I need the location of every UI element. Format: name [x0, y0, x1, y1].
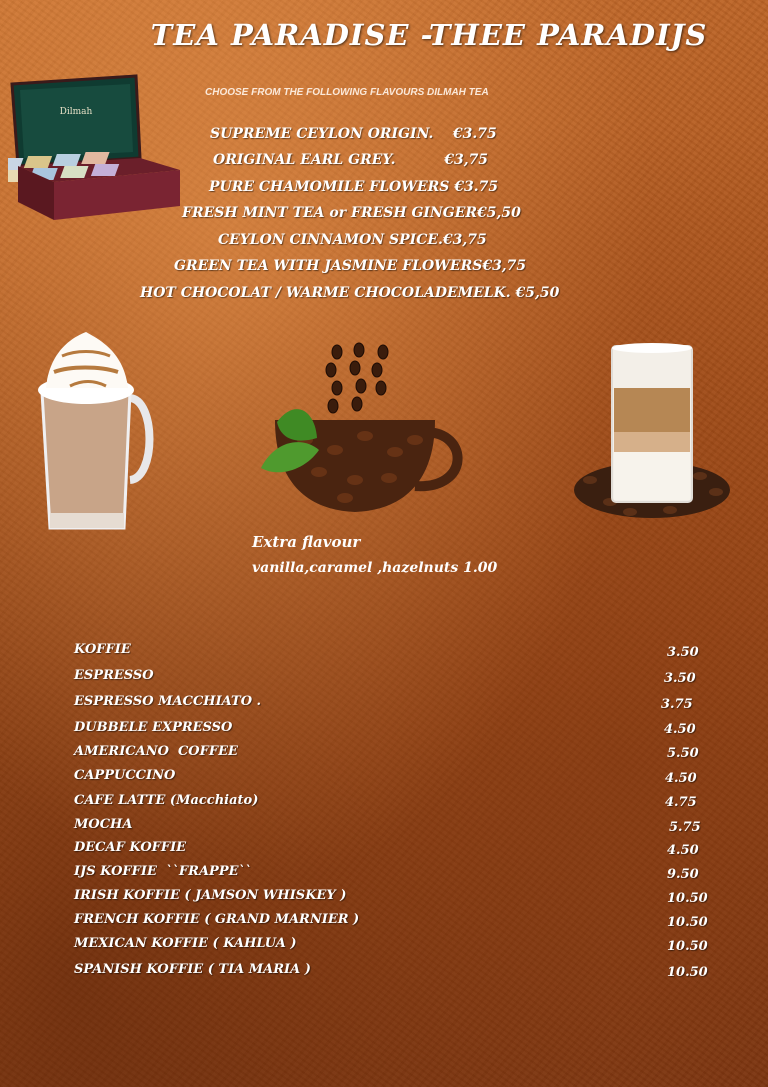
coffee-item-price: 10.50 [667, 965, 708, 980]
coffee-item-name: DECAF KOFFIE [74, 840, 187, 855]
tea-item: SUPREME CEYLON ORIGIN. €3.75 [210, 126, 497, 142]
coffee-item-name: CAPPUCCINO [74, 768, 176, 783]
coffee-item-price: 4.50 [664, 722, 696, 737]
extra-flavour-text: vanilla,caramel ,hazelnuts 1.00 [252, 560, 498, 576]
coffee-item-name: ESPRESSO MACCHIATO . [74, 694, 262, 709]
coffee-item-price: 3.75 [661, 697, 693, 712]
coffee-item-price: 10.50 [667, 939, 708, 954]
coffee-item-name: AMERICANO COFFEE [74, 744, 238, 759]
tea-item: HOT CHOCOLAT / WARME CHOCOLADEMELK. €5,50 [140, 285, 560, 301]
coffee-item-price: 5.75 [669, 820, 701, 835]
coffee-item-price: 3.50 [667, 645, 699, 660]
coffee-item-price: 4.75 [665, 795, 697, 810]
tea-item: FRESH MINT TEA or FRESH GINGER€5,50 [182, 205, 521, 221]
coffee-item-name: MEXICAN KOFFIE ( KAHLUA ) [74, 936, 297, 951]
tea-item: CEYLON CINNAMON SPICE.€3,75 [218, 232, 487, 248]
coffee-item-price: 3.50 [664, 671, 696, 686]
coffee-item-price: 4.50 [665, 771, 697, 786]
coffee-item-price: 10.50 [667, 891, 708, 906]
coffee-item-name: CAFE LATTE (Macchiato) [74, 793, 259, 808]
tea-item: PURE CHAMOMILE FLOWERS €3.75 [209, 179, 499, 195]
coffee-item-name: IJS KOFFIE ``FRAPPE`` [74, 864, 252, 879]
extra-flavour-heading: Extra flavour [252, 533, 361, 551]
dilmah-logo: Dilmah [59, 107, 93, 117]
tea-subtitle: CHOOSE FROM THE FOLLOWING FLAVOURS DILMAH TEA [205, 87, 489, 98]
coffee-item-name: SPANISH KOFFIE ( TIA MARIA ) [74, 962, 311, 977]
coffee-item-name: FRENCH KOFFIE ( GRAND MARNIER ) [74, 912, 360, 927]
coffee-item-price: 10.50 [667, 915, 708, 930]
coffee-item-name: KOFFIE [74, 642, 131, 657]
coffee-item-price: 9.50 [667, 867, 699, 882]
page-title: TEA PARADISE -THEE PARADIJS [150, 18, 708, 52]
tea-item: ORIGINAL EARL GREY. €3,75 [213, 152, 489, 168]
coffee-item-price: 5.50 [667, 746, 699, 761]
iced-coffee-image [36, 328, 156, 538]
tea-item: GREEN TEA WITH JASMINE FLOWERS€3,75 [174, 258, 527, 274]
coffee-beans-cup-image [255, 340, 475, 530]
coffee-item-name: IRISH KOFFIE ( JAMSON WHISKEY ) [74, 888, 347, 903]
coffee-item-name: ESPRESSO [74, 668, 154, 683]
coffee-item-name: DUBBELE EXPRESSO [74, 720, 233, 735]
coffee-item-price: 4.50 [667, 843, 699, 858]
latte-macchiato-image [570, 340, 732, 526]
tea-box-image [8, 74, 184, 224]
coffee-item-name: MOCHA [74, 817, 133, 832]
